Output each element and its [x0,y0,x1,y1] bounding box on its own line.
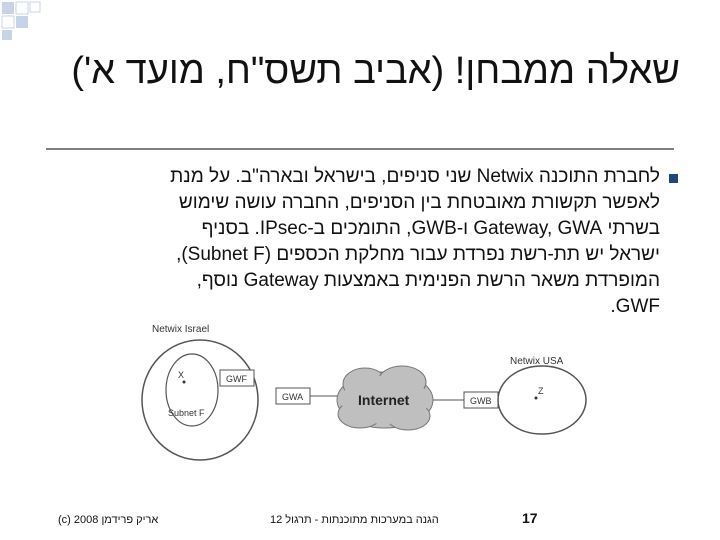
bullet-icon [669,174,678,183]
body-line: בשרתי Gateway, GWA ו-GWB, התומכים ב-IPsec. בסניף [201,218,660,239]
body-line: לחברת התוכנה Netwix שני סניפים, בישראל ובארה"ב. על מנת [170,166,660,187]
body-line: המופרדת משאר הרשת הפנימית באמצעות Gateway נוסף, [196,270,660,291]
slide-title: שאלה ממבחן! (אביב תשס"ח, מועד א') [71,50,680,92]
gwb-label: GWB [470,396,492,406]
usa-label: Netwix USA [510,356,564,367]
body-line: לאפשר תקשורת מאובטחת בין הסניפים, החברה עושה שימוש [178,192,660,213]
footer-author: אריק פרידמן 2008 (c) [58,514,159,526]
israel-label: Netwix Israel [152,324,210,335]
page-number: 17 [522,510,538,526]
footer-course: הגנה במערכות מתוכנתות - תרגול 12 [270,514,439,526]
slide-body [60,164,660,320]
internet-label: Internet [358,392,410,408]
corner-decoration [0,0,60,50]
gwa-label: GWA [282,392,304,402]
host-x-dot [183,381,186,384]
body-line: ישראל יש תת-רשת נפרדת עבור מחלקת הכספים (Subnet F), [176,244,660,265]
host-z-label: Z [538,386,544,396]
title-divider [46,148,674,150]
network-diagram [140,322,610,462]
usa-network-circle [498,366,586,434]
host-x-label: X [178,370,185,380]
gwf-label: GWF [226,374,247,384]
host-z-dot [535,397,538,400]
subnet-f-label: Subnet F [168,408,205,418]
body-line: GWF. [610,296,660,317]
